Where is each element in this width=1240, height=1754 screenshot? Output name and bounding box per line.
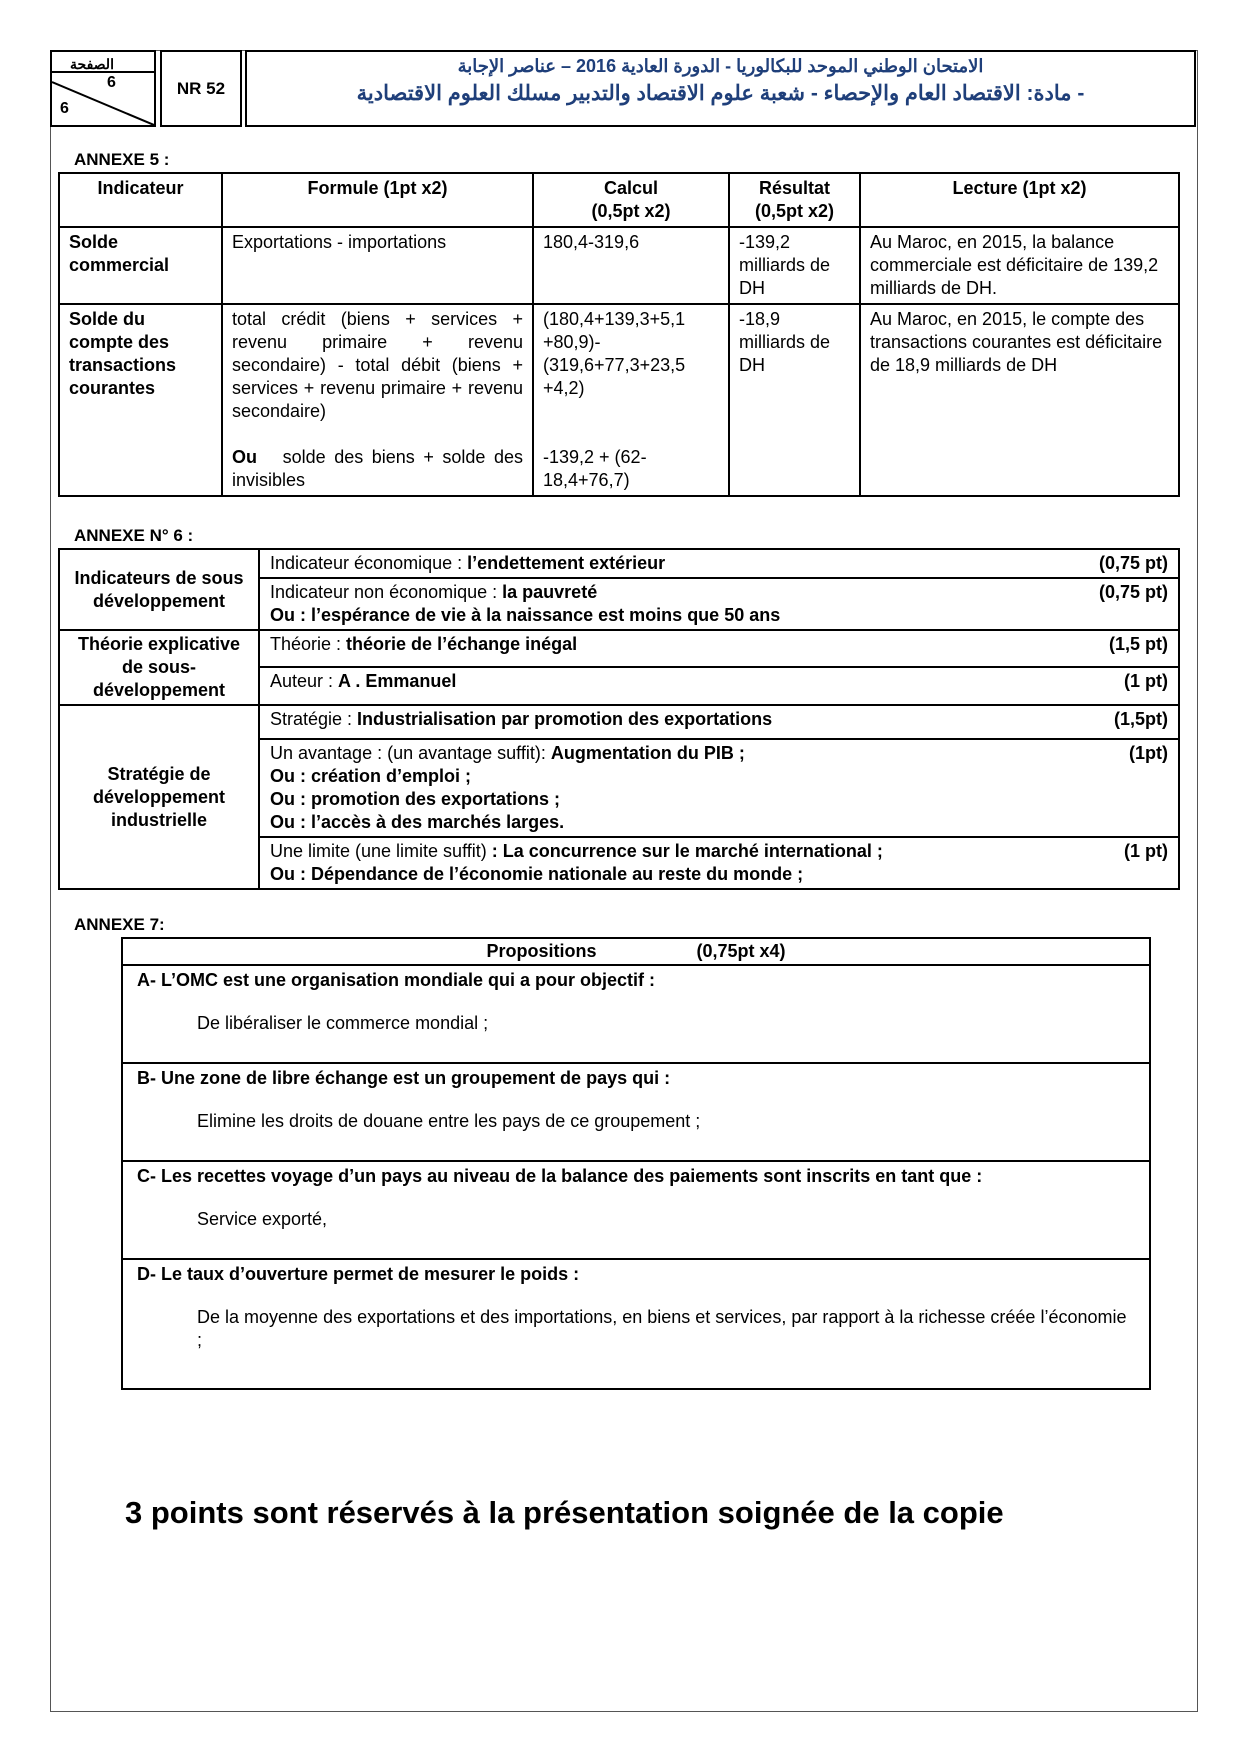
value: l’endettement extérieur — [467, 553, 666, 573]
formule-ou-text: solde des biens + solde des invisibles — [232, 447, 523, 490]
group-label-theorie: Théorie explicative de sous-développement — [59, 630, 259, 705]
group-label-indicateurs: Indicateurs de sous développement — [59, 549, 259, 630]
points: (0,75 pt) — [1098, 582, 1168, 602]
answer: De la moyenne des exportations et des importations, en biens et services, par rapport à la richesse créée l’économie ; — [197, 1307, 1127, 1350]
alternative: Ou : création d’emploi ; — [270, 766, 472, 786]
cell-lecture: Au Maroc, en 2015, la balance commerciale est déficitaire de 139,2 milliards de DH. — [860, 227, 1179, 304]
points: (1 pt) — [1124, 670, 1168, 691]
label: Auteur : — [270, 670, 339, 691]
label: Indicateur non économique : — [270, 582, 503, 602]
table-row — [122, 1161, 1150, 1259]
page-number-box — [50, 50, 156, 127]
answer: Service exporté, — [197, 1209, 328, 1229]
ou-label: Ou — [232, 447, 257, 467]
exam-title-box — [245, 50, 1196, 127]
formule-text: total crédit (biens + services + revenu primaire + revenu secondaire) - total débit (biens + services + revenu primaire + revenu secondaire) — [232, 309, 523, 421]
exam-code: NR 52 — [160, 50, 242, 127]
answer: Elimine les droits de douane entre les pays de ce groupement ; — [197, 1111, 701, 1131]
propositions-header — [122, 938, 1150, 965]
calcul-alternative: -139,2 + (62-18,4+76,7) — [543, 447, 647, 490]
cell-indicateur: Solde commercial — [59, 227, 222, 304]
label: Une limite (une limite suffit) — [270, 841, 492, 861]
cell-indicateur-economique — [259, 549, 1179, 578]
page-total: 6 — [60, 100, 69, 117]
label: Indicateur économique : — [270, 553, 468, 573]
value: A . Emmanuel — [338, 670, 457, 691]
alternative: Ou : l’espérance de vie à la naissance est moins que 50 ans — [270, 605, 781, 625]
question: A- L’OMC est une organisation mondiale qui a pour objectif : — [137, 970, 656, 990]
group-label-strategie: Stratégie de développement industrielle — [59, 705, 259, 889]
table-row — [59, 630, 1179, 667]
col-header-resultat: Résultat (0,5pt x2) — [729, 173, 860, 227]
cell-formule — [222, 304, 533, 496]
value: Industrialisation par promotion des exportations — [357, 709, 773, 729]
annexe5-title: ANNEXE 5 : — [74, 150, 170, 169]
label: Théorie : — [270, 634, 347, 654]
cell-limite — [259, 837, 1179, 889]
value: la pauvreté — [502, 582, 598, 602]
col-header-indicateur: Indicateur — [59, 173, 222, 227]
alternative: Ou : l’accès à des marchés larges. — [270, 812, 565, 832]
cell-strategie — [259, 705, 1179, 739]
cell-auteur — [259, 667, 1179, 705]
header-points: (0,75pt x4) — [696, 941, 786, 961]
table-row — [122, 1259, 1150, 1389]
table-header-row — [59, 173, 1179, 227]
cell-indicateur-non-economique — [259, 578, 1179, 630]
label: Stratégie : — [270, 709, 358, 729]
cell-lecture: Au Maroc, en 2015, le compte des transactions courantes est déficitaire de 18,9 milliards de DH — [860, 304, 1179, 496]
proposition-a — [122, 965, 1150, 1063]
table-row — [59, 304, 1179, 496]
proposition-c — [122, 1161, 1150, 1259]
table-row — [122, 1063, 1150, 1161]
alternative: Ou : promotion des exportations ; — [270, 789, 561, 809]
cell-resultat: -18,9 milliards de DH — [729, 304, 860, 496]
table-row — [59, 227, 1179, 304]
col-header-formule: Formule (1pt x2) — [222, 173, 533, 227]
annexe7-title: ANNEXE 7: — [74, 915, 165, 934]
proposition-b — [122, 1063, 1150, 1161]
question: D- Le taux d’ouverture permet de mesurer le poids : — [137, 1264, 580, 1284]
col-header-lecture: Lecture (1pt x2) — [860, 173, 1179, 227]
annexe6-table — [58, 548, 1180, 890]
presentation-note: 3 points sont réservés à la présentation soignée de la copie — [125, 1495, 1004, 1530]
points: (1,5 pt) — [1108, 634, 1168, 654]
calcul-text: (180,4+139,3+5,1 +80,9)-(319,6+77,3+23,5 +4,2) — [543, 309, 686, 398]
table-row — [122, 965, 1150, 1063]
points: (0,75 pt) — [1098, 553, 1168, 573]
points: (1,5pt) — [1114, 709, 1168, 729]
question: C- Les recettes voyage d’un pays au niveau de la balance des paiements sont inscrits en tant que : — [137, 1166, 983, 1186]
annexe7-table — [121, 937, 1151, 1390]
proposition-d — [122, 1259, 1150, 1389]
cell-indicateur: Solde du compte des transactions courantes — [59, 304, 222, 496]
page-label: الصفحة — [70, 56, 114, 72]
value: théorie de l’échange inégal — [346, 634, 578, 654]
header-label: Propositions — [486, 941, 597, 961]
exam-title-line1: الامتحان الوطني الموحد للبكالوريا - الدورة العادية 2016 – عناصر الإجابة — [457, 56, 984, 76]
value: Augmentation du PIB ; — [550, 743, 745, 763]
cell-calcul — [533, 304, 729, 496]
points: (1pt) — [1129, 743, 1168, 763]
cell-resultat: -139,2 milliards de DH — [729, 227, 860, 304]
page-number: 6 — [107, 74, 116, 91]
points: (1 pt) — [1124, 841, 1168, 861]
annexe5-table — [58, 172, 1180, 497]
annexe6-title: ANNEXE N° 6 : — [74, 526, 194, 545]
exam-title-line2: - مادة: الاقتصاد العام والإحصاء - شعبة علوم الاقتصاد والتدبير مسلك العلوم الاقتصادية — [356, 82, 1085, 105]
table-header-row — [122, 938, 1150, 965]
answer: De libéraliser le commerce mondial ; — [197, 1013, 489, 1033]
col-header-calcul: Calcul (0,5pt x2) — [533, 173, 729, 227]
cell-calcul: 180,4-319,6 — [533, 227, 729, 304]
cell-avantage — [259, 739, 1179, 837]
alternative: Ou : Dépendance de l’économie nationale au reste du monde ; — [270, 864, 804, 884]
cell-formule: Exportations - importations — [222, 227, 533, 304]
table-row — [59, 549, 1179, 578]
formule-alternative — [232, 446, 523, 492]
question: B- Une zone de libre échange est un groupement de pays qui : — [137, 1068, 671, 1088]
value: : La concurrence sur le marché international ; — [491, 841, 883, 861]
label: Un avantage : (un avantage suffit): — [270, 743, 551, 763]
cell-theorie — [259, 630, 1179, 667]
table-row — [59, 705, 1179, 739]
